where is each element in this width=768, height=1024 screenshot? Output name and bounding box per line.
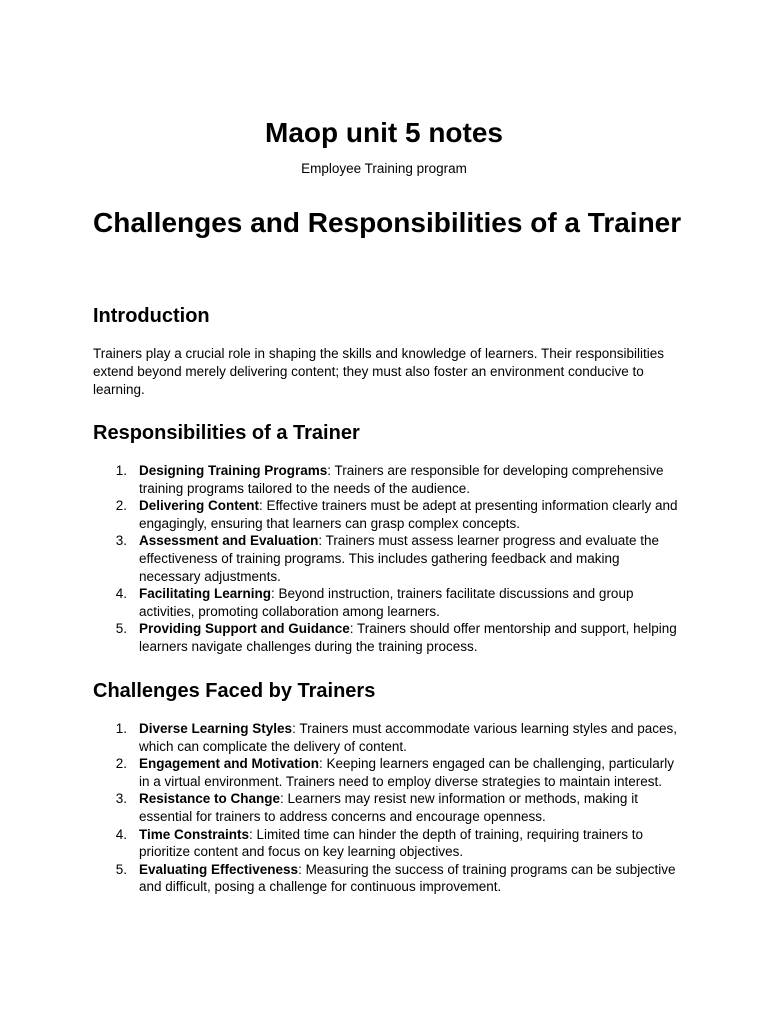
list-item — [93, 720, 683, 755]
list-item-term: Engagement and Motivation — [139, 756, 320, 772]
list-item-number: 1. — [115, 463, 127, 478]
list-item-number: 5. — [115, 621, 127, 637]
list-item — [93, 861, 683, 896]
list-item-term: Facilitating Learning — [139, 586, 272, 602]
list-item-text: : Learners may resist new information or methods, making it essential for trainers to address concerns and encourage openness. — [139, 791, 638, 824]
list-item-number: 2. — [115, 756, 127, 772]
list-item-number: 2. — [115, 498, 127, 514]
list-item — [93, 620, 683, 655]
list-item-term: Designing Training Programs — [139, 463, 328, 478]
list-item-text: : Beyond instruction, trainers facilitate discussions and group activities, promoting collaboration among learners. — [139, 586, 634, 619]
list-item-number: 1. — [115, 721, 127, 736]
list-item-term: Time Constraints — [139, 826, 250, 842]
list-item-text: : Effective trainers must be adept at presenting information clearly and engagingly, ensuring that learners can grasp complex concepts. — [139, 498, 678, 531]
list-item-number: 3. — [115, 533, 127, 549]
list-item — [93, 585, 683, 620]
list-item-term: Delivering Content — [139, 498, 260, 514]
list-item-term: Diverse Learning Styles — [139, 721, 293, 736]
list-item — [93, 532, 683, 585]
list-item-text: : Trainers must accommodate various learning styles and paces, which can complicate the delivery of content. — [139, 721, 678, 754]
list-item-term: Evaluating Effectiveness — [139, 861, 299, 877]
list-item — [93, 497, 683, 532]
list-item-number: 4. — [115, 586, 127, 602]
list-item-term: Resistance to Change — [139, 791, 281, 807]
list-item — [93, 462, 683, 497]
main-heading: Challenges and Responsibilities of a Trainer — [93, 207, 682, 238]
list-item-text: : Trainers are responsible for developing comprehensive training programs tailored to the needs of the audience. — [139, 463, 664, 496]
introduction-heading: Introduction — [93, 305, 210, 327]
list-item-text: : Trainers must assess learner progress and evaluate the effectiveness of training programs. This includes gathering feedback and making necessary adjustments. — [139, 533, 659, 584]
document-title: Maop unit 5 notes — [265, 117, 503, 148]
list-item-term: Assessment and Evaluation — [139, 533, 319, 549]
list-item-text: : Measuring the success of training programs can be subjective and difficult, posing a challenge for continuous improvement. — [139, 861, 676, 895]
list-item-text: : Limited time can hinder the depth of training, requiring trainers to prioritize content and focus on key learning objectives. — [139, 826, 643, 860]
list-item-number: 5. — [115, 861, 127, 877]
document-subtitle: Employee Training program — [301, 161, 467, 176]
list-item-term: Providing Support and Guidance — [139, 621, 350, 637]
responsibilities-heading: Responsibilities of a Trainer — [93, 422, 360, 444]
list-item-text: : Keeping learners engaged can be challenging, particularly in a virtual environment. Trainers need to employ diverse strategies to maintain interest. — [139, 756, 675, 789]
list-item-number: 3. — [115, 791, 127, 807]
challenges-list — [93, 720, 683, 896]
list-item — [93, 755, 683, 790]
introduction-paragraph: Trainers play a crucial role in shaping the skills and knowledge of learners. Their responsibilities extend beyond merely delivering content; they must also foster an environment conducive to learning. — [93, 346, 665, 397]
list-item-text: : Trainers should offer mentorship and support, helping learners navigate challenges during the training process. — [139, 621, 677, 654]
challenges-heading: Challenges Faced by Trainers — [93, 680, 376, 702]
list-item — [93, 790, 683, 825]
list-item-number: 4. — [115, 826, 127, 842]
list-item — [93, 826, 683, 861]
responsibilities-list — [93, 462, 683, 656]
